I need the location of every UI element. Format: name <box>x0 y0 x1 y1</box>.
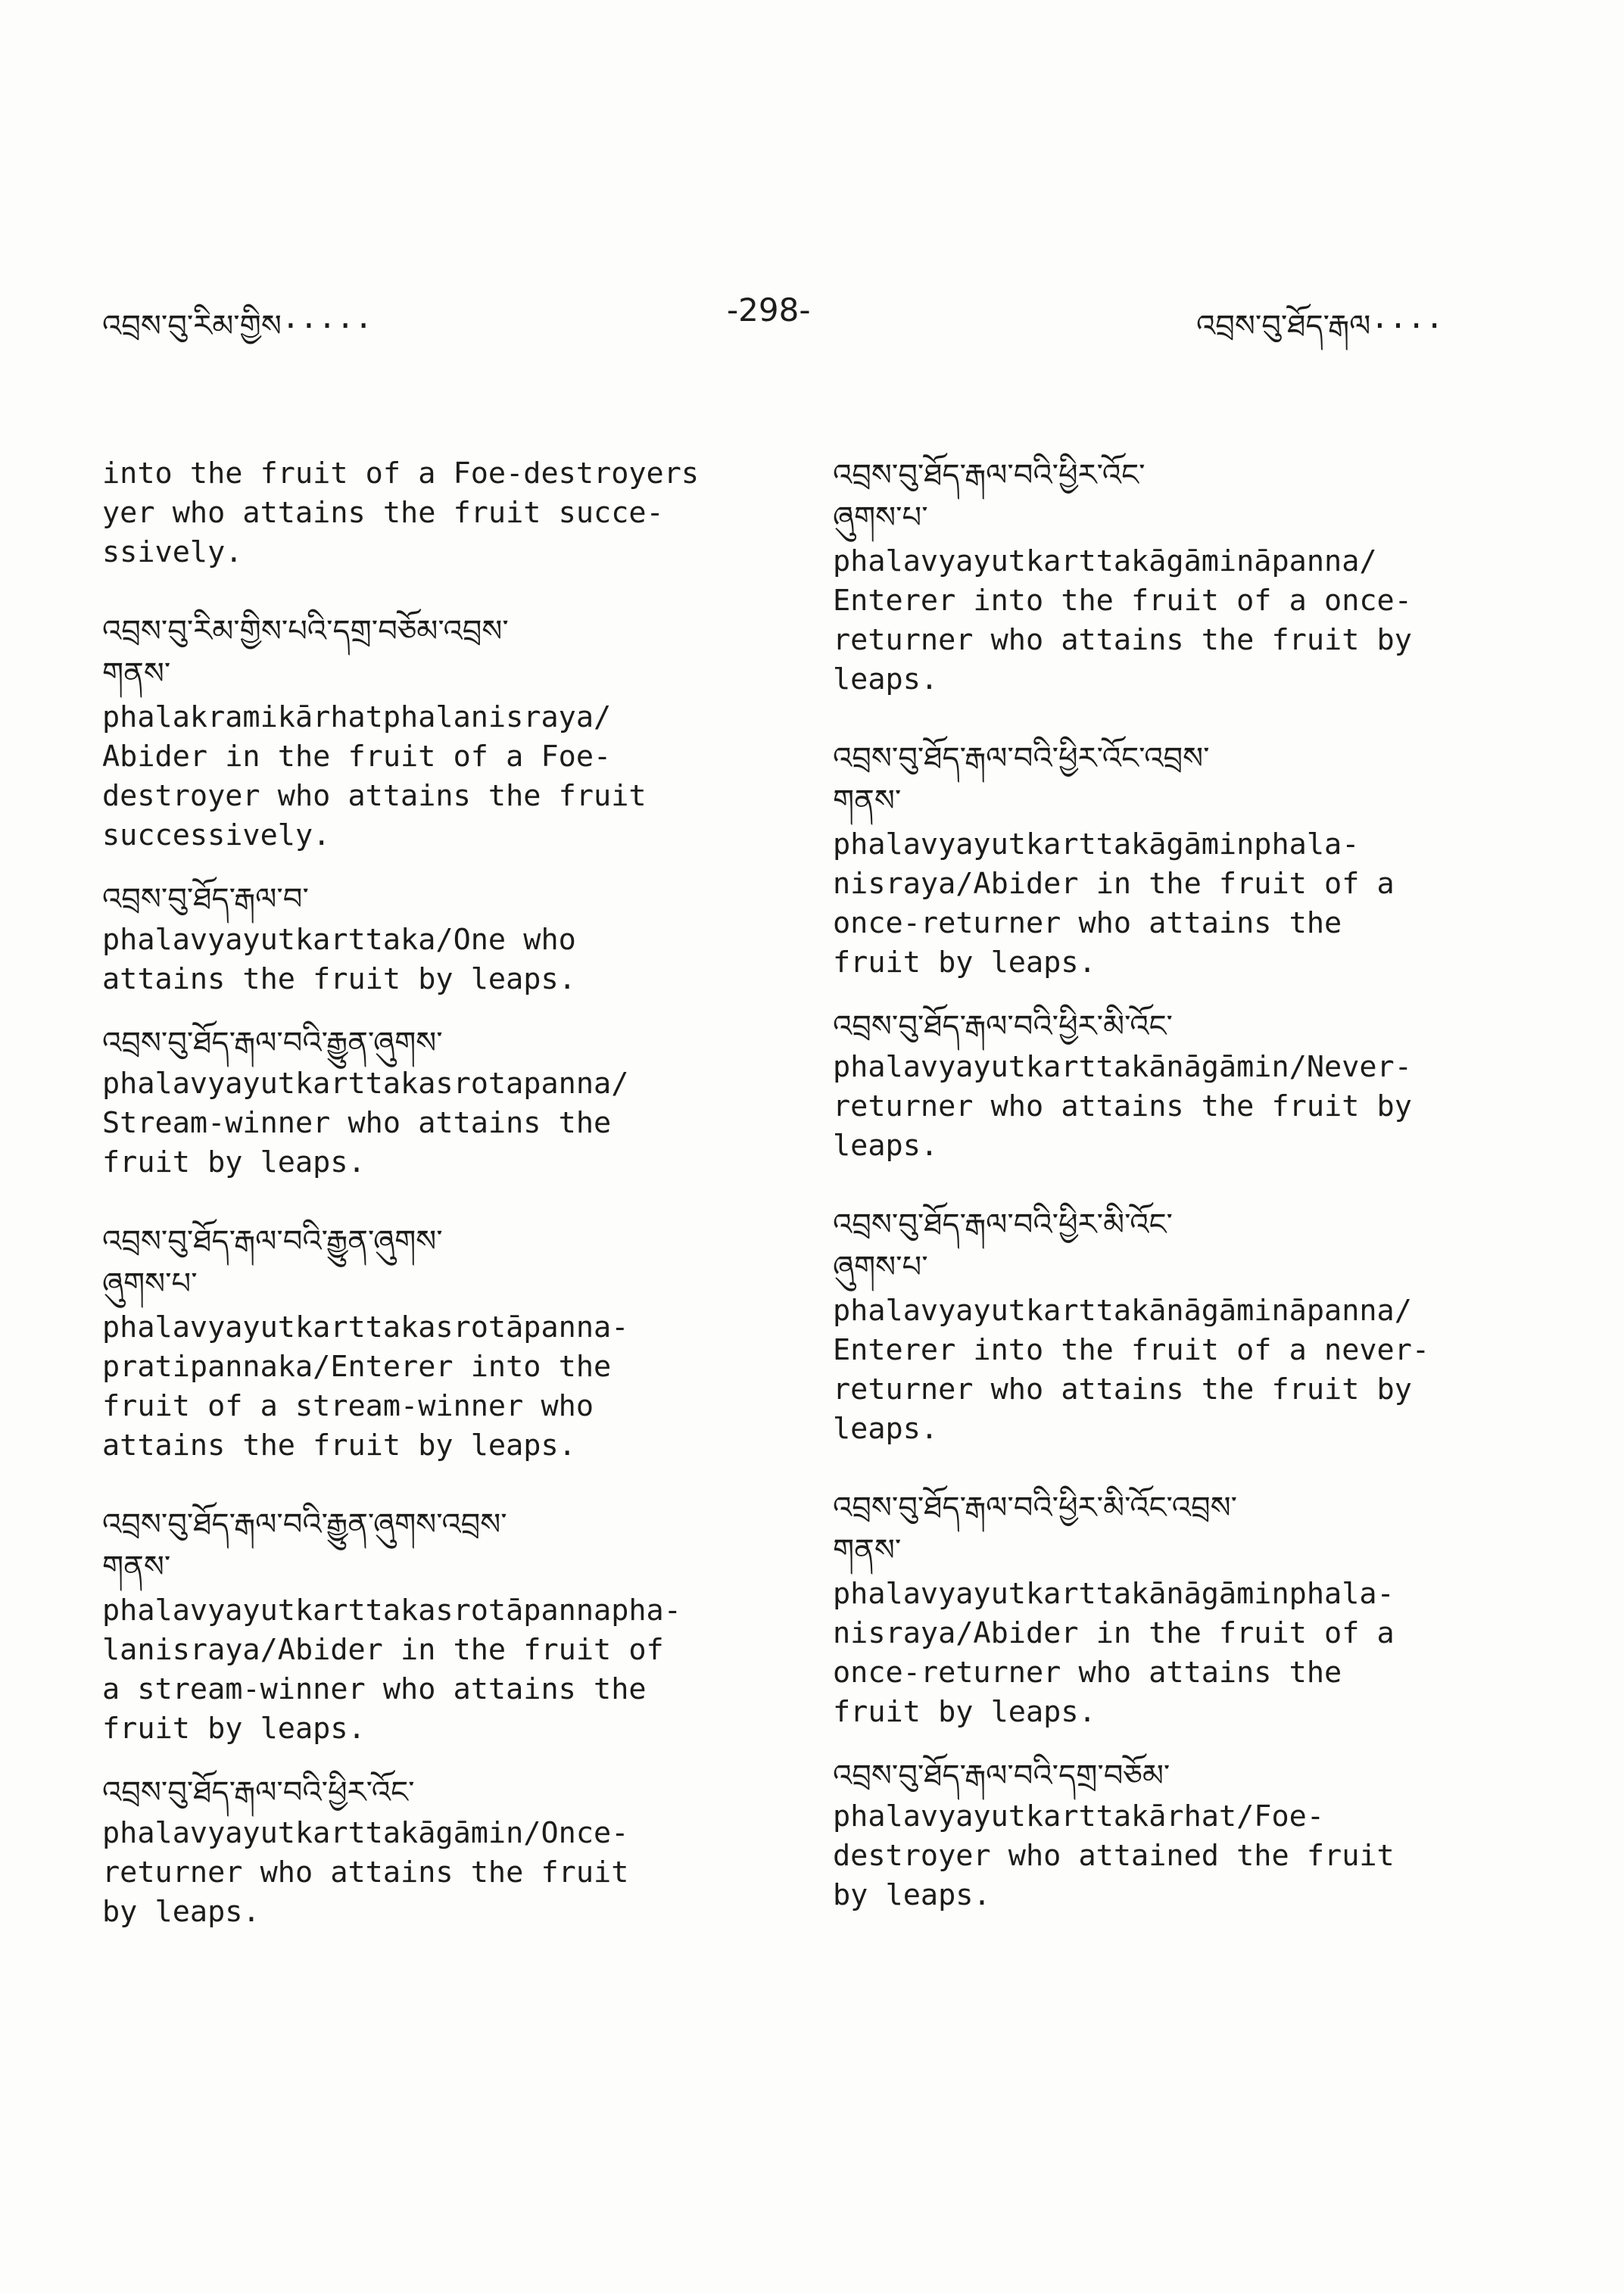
entry-text: phalavyayutkarttaka/One who attains the fruit by leaps. <box>102 923 576 996</box>
entry-tibetan-term-cont: གནས་ <box>833 784 902 818</box>
entry-text: phalavyayutkarttakārhat/Foe- destroyer who attained the fruit by leaps. <box>833 1799 1395 1912</box>
entry-tibetan-term-cont: གནས་ <box>102 1550 171 1584</box>
running-header-left: འབྲས་བུ་རིམ་གྱིས····· <box>102 309 373 344</box>
dictionary-entry <box>833 1487 1545 1732</box>
entry-text: phalavyayutkarttakānāgāmin/Never- returner who attains the fruit by leaps. <box>833 1050 1412 1163</box>
running-header-right: འབྲས་བུ་ཐོད་རྒལ···· <box>1196 309 1444 344</box>
entry-tibetan-term-cont: ཞུགས་པ་ <box>833 1250 928 1285</box>
entry-tibetan-term: འབྲས་བུ་ཐོད་རྒལ་བའི་ཕྱིར་མི་འོང་ <box>833 1207 1173 1242</box>
entry-tibetan-term: འབྲས་བུ་ཐོད་རྒལ་བའི་ཕྱིར་མི་འོང་ <box>833 1009 1173 1044</box>
dictionary-entry <box>102 610 814 855</box>
entry-text: phalavyayutkarttakasrotāpannapha- lanisraya/Abider in the fruit of a stream-winner who attains the fruit by leaps. <box>102 1594 681 1746</box>
entry-text: phalavyayutkarttakāgāminphala- nisraya/Abider in the fruit of a once-returner who attains the fruit by leaps. <box>833 827 1395 980</box>
entry-tibetan-term-cont: ཞུགས་པ་ <box>102 1266 198 1301</box>
entry-text: into the fruit of a Foe-destroyers yer who attains the fruit succe- ssively. <box>102 456 700 569</box>
page-number: -298- <box>727 291 811 329</box>
entry-tibetan-term: འབྲས་བུ་ཐོད་རྒལ་བའི་དགྲ་བཅོམ་ <box>833 1759 1170 1793</box>
right-column <box>833 454 1545 1938</box>
entry-tibetan-term: འབྲས་བུ་ཐོད་རྒལ་བ་ <box>102 882 309 917</box>
dictionary-entry <box>833 1005 1545 1166</box>
dictionary-entry <box>102 1022 814 1182</box>
dictionary-entry <box>102 878 814 999</box>
dictionary-entry <box>102 454 814 572</box>
entry-tibetan-term: འབྲས་བུ་ཐོད་རྒལ་བའི་རྒྱུན་ཞུགས་ <box>102 1026 443 1061</box>
entry-tibetan-term: འབྲས་བུ་རིམ་གྱིས་པའི་དགྲ་བཅོམ་འབྲས་ <box>102 614 509 649</box>
entry-tibetan-term: འབྲས་བུ་ཐོད་རྒལ་བའི་ཕྱིར་འོང་ <box>102 1775 415 1810</box>
entry-text: phalavyayutkarttakāgāmināpanna/ Enterer into the fruit of a once- returner who attains the fruit by leaps. <box>833 544 1412 696</box>
entry-tibetan-term-cont: གནས་ <box>833 1533 902 1568</box>
dictionary-entry <box>833 454 1545 699</box>
entry-tibetan-term: འབྲས་བུ་ཐོད་རྒལ་བའི་ཕྱིར་མི་འོང་འབྲས་ <box>833 1491 1237 1525</box>
dictionary-entry <box>833 737 1545 983</box>
dictionary-entry <box>102 1771 814 1932</box>
entry-tibetan-term: འབྲས་བུ་ཐོད་རྒལ་བའི་ཕྱིར་འོང་འབྲས་ <box>833 741 1210 776</box>
dictionary-entry <box>102 1503 814 1749</box>
entry-text: phalavyayutkarttakasrotapanna/ Stream-winner who attains the fruit by leaps. <box>102 1067 629 1179</box>
left-column <box>102 454 814 1955</box>
entry-tibetan-term: འབྲས་བུ་ཐོད་རྒལ་བའི་རྒྱུན་ཞུགས་འབྲས་ <box>102 1507 507 1542</box>
dictionary-entry <box>102 1220 814 1466</box>
dictionary-entry <box>833 1755 1545 1915</box>
entry-tibetan-term-cont: ཞུགས་པ་ <box>833 500 928 535</box>
entry-tibetan-term: འབྲས་བུ་ཐོད་རྒལ་བའི་ཕྱིར་འོང་ <box>833 458 1146 493</box>
dictionary-entry <box>833 1204 1545 1449</box>
entry-text: phalavyayutkarttakasrotāpanna- pratipannaka/Enterer into the fruit of a stream-winner who attains the fruit by leaps. <box>102 1310 629 1463</box>
entry-tibetan-term-cont: གནས་ <box>102 656 171 691</box>
entry-text: phalavyayutkarttakāgāmin/Once- returner who attains the fruit by leaps. <box>102 1816 629 1929</box>
entry-text: phalakramikārhatphalanisraya/ Abider in the fruit of a Foe- destroyer who attains the fruit successively. <box>102 700 647 852</box>
entry-text: phalavyayutkarttakānāgāmināpanna/ Enterer into the fruit of a never- returner who attains the fruit by leaps. <box>833 1294 1430 1446</box>
entry-text: phalavyayutkarttakānāgāminphala- nisraya/Abider in the fruit of a once-returner who attains the fruit by leaps. <box>833 1577 1395 1729</box>
entry-tibetan-term: འབྲས་བུ་ཐོད་རྒལ་བའི་རྒྱུན་ཞུགས་ <box>102 1224 443 1259</box>
